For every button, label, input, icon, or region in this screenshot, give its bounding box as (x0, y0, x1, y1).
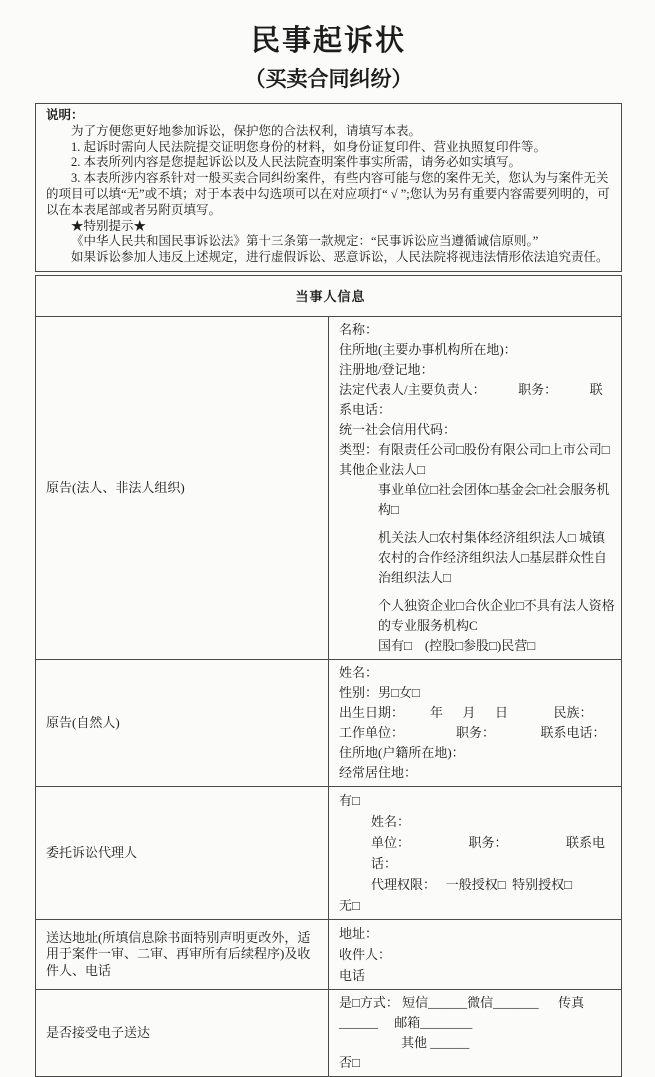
table-row-litigation-agent (36, 786, 622, 919)
instructions-item-3: 3. 本表所涉内容系针对一般买卖合同纠纷案件，有些内容可能与您的案件无关，您认为与案件无关的项目可以填“无”或不填；对于本表中勾选项可以在对应项打“ √ ”;您认为另有重要内容需要列明的，可以在本表尾部或者另附页填写。 (46, 171, 610, 217)
section-header-row (36, 275, 622, 316)
field-agent-name: 姓名： (371, 813, 411, 829)
field-entity-type-line-2: 事业单位□社会团体□基金会□社会服务机构□ (378, 481, 610, 517)
row-content-service-address (329, 919, 622, 989)
field-birthdate-ethnicity: 出生日期： 年 月 日 民族： (339, 704, 593, 720)
section-header: 当事人信息 (36, 275, 622, 316)
field-registration-place: 注册地/登记地： (339, 361, 434, 377)
field-legal-representative: 法定代表人/主要负责人： 职务： 联系电话： (339, 381, 603, 417)
special-tip-heading: ★特别提示★ (71, 218, 147, 233)
field-gender: 性别：男□女□ (339, 684, 420, 700)
field-entity-type-line-1: 类型：有限责任公司□股份有限公司□上市公司□其他企业法人□ (339, 441, 610, 477)
instructions-heading: 说明： (46, 108, 84, 122)
table-row-plaintiff-legal-entity (36, 316, 622, 659)
field-entity-type-line-3: 机关法人□农村集体经济组织法人□ 城镇农村的合作经济组织法人□基层群众性自治组织法人□ (378, 529, 607, 585)
field-agent-authority-scope: 代理权限： 一般授权□ 特别授权□ (371, 876, 572, 892)
row-label-electronic-service: 是否接受电子送达 (36, 989, 329, 1076)
field-household-domicile: 住所地(户籍所在地)： (339, 744, 465, 760)
field-employer-contact: 工作单位： 职务： 联系电话： (339, 724, 606, 740)
table-row-plaintiff-natural-person (36, 659, 622, 786)
warning-text: 如果诉讼参加人违反上述规定，进行虚假诉讼、恶意诉讼，人民法院将视违法情形依法追究责任。 (71, 250, 609, 265)
field-agent-no-checkbox: 无□ (339, 897, 360, 913)
table-row-service-address (36, 919, 622, 989)
instructions-item-2: 2. 本表所列内容是您提起诉讼以及人民法院查明案件事实所需，请务必如实填写。 (71, 155, 522, 170)
row-content-plaintiff-legal-entity (329, 316, 622, 659)
table-row-electronic-service (36, 989, 622, 1076)
field-eservice-no-checkbox: 否□ (339, 1054, 360, 1070)
field-name: 名称： (339, 321, 379, 337)
field-eservice-yes-methods: 是□方式： 短信______微信_______ 传真______ 邮箱________ (339, 994, 585, 1030)
field-habitual-residence: 经常居住地： (339, 764, 418, 780)
row-label-plaintiff-natural-person: 原告(自然人) (36, 659, 329, 786)
instructions-box (35, 103, 622, 272)
row-label-litigation-agent: 委托诉讼代理人 (36, 786, 329, 919)
law-quote: 《中华人民共和国民事诉讼法》第十三条第一款规定：“民事诉讼应当遵循诚信原则。” (71, 234, 539, 249)
party-info-table (35, 275, 622, 1077)
field-credit-code: 统一社会信用代码： (339, 421, 457, 437)
row-content-electronic-service (329, 989, 622, 1076)
document-title: 民事起诉状 (250, 25, 406, 57)
field-service-phone: 电话 (339, 967, 366, 983)
field-domicile: 住所地(主要办事机构所在地)： (339, 341, 517, 357)
row-content-litigation-agent (329, 786, 622, 919)
row-label-service-address: 送达地址(所填信息除书面特别声明更改外，适用于案件一审、二审、再审所有后续程序)及收件人、电话 (36, 919, 329, 989)
field-service-address: 地址： (339, 925, 379, 941)
field-agent-yes-checkbox: 有□ (339, 792, 360, 808)
row-label-plaintiff-legal-entity: 原告(法人、非法人组织) (36, 316, 329, 659)
instructions-intro: 为了方便您更好地参加诉讼，保护您的合法权利，请填写本表。 (71, 123, 422, 138)
field-ownership-type: 国有□ (控股□参股□)民营□ (378, 637, 536, 653)
document-subtitle: （买卖合同纠纷） (244, 67, 413, 91)
instructions-item-1: 1. 起诉时需向人民法院提交证明您身份的材料，如身份证复印件、营业执照复印件等。 (71, 139, 547, 154)
field-entity-type-line-4: 个人独资企业□合伙企业□不具有法人资格的专业服务机构C (378, 597, 615, 633)
field-person-name: 姓名： (339, 664, 379, 680)
field-agent-employer-contact: 单位： 职务： 联系电话： (371, 834, 606, 871)
row-content-plaintiff-natural-person (329, 659, 622, 786)
field-eservice-other: 其他 ______ (401, 1034, 470, 1050)
field-service-recipient: 收件人： (339, 946, 392, 962)
